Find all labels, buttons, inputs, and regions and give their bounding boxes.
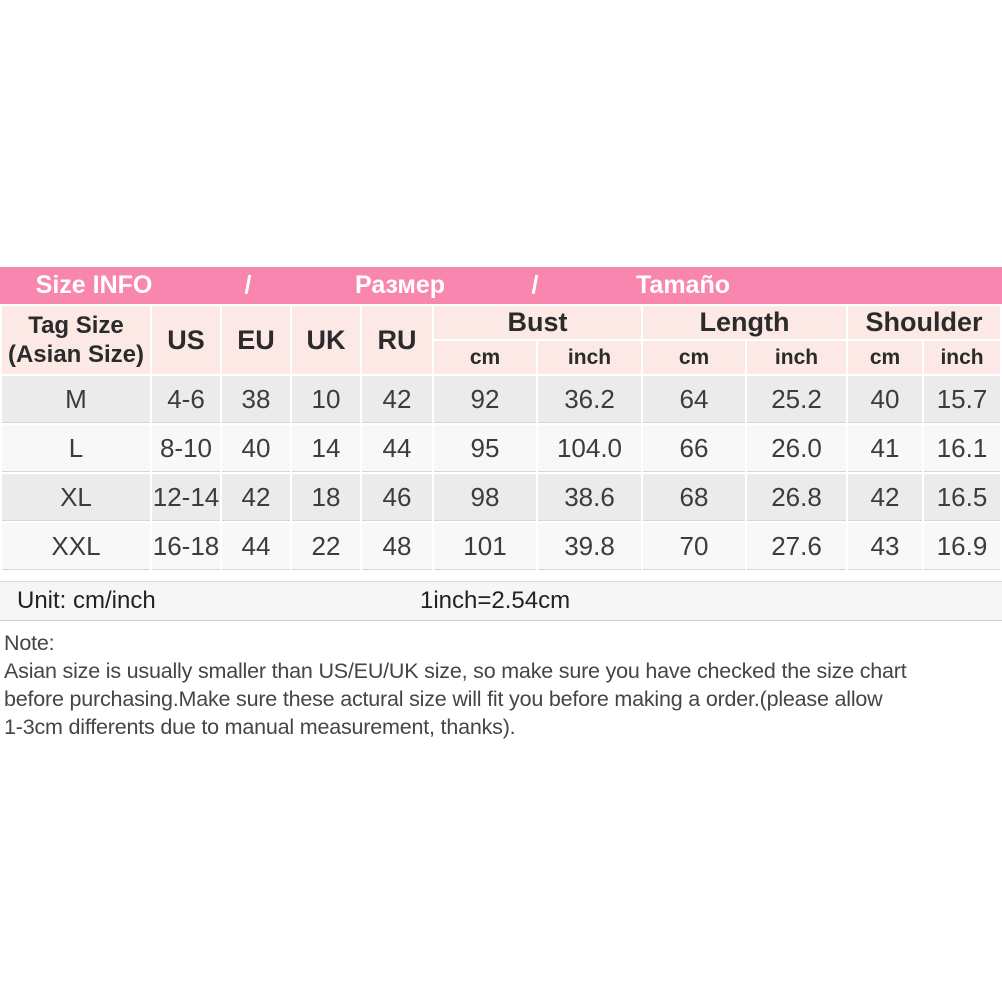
note-title: Note:: [4, 631, 55, 655]
uk-column-header: UK: [292, 306, 360, 374]
shoulder-cm-header: cm: [848, 341, 922, 374]
ru-size-cell: 46: [362, 474, 432, 521]
length-cm-cell: 64: [643, 376, 745, 423]
ru-column-header: RU: [362, 306, 432, 374]
size-chart-table: [0, 304, 1002, 572]
banner-razmer-label: Размер: [354, 271, 446, 299]
shoulder-group-header: Shoulder: [848, 306, 1000, 339]
length-inch-cell: 26.8: [747, 474, 846, 521]
shoulder-inch-cell: 16.1: [924, 425, 1000, 472]
length-inch-cell: 27.6: [747, 523, 846, 570]
size-info-banner: [0, 267, 1002, 304]
tag-size-line2: (Asian Size): [7, 341, 145, 368]
us-size-cell: 8-10: [152, 425, 220, 472]
uk-size-cell: 14: [292, 425, 360, 472]
bust-cm-cell: 95: [434, 425, 536, 472]
bust-inch-cell: 39.8: [538, 523, 641, 570]
shoulder-inch-cell: 16.5: [924, 474, 1000, 521]
unit-label: Unit: cm/inch: [17, 587, 156, 614]
uk-size-cell: 10: [292, 376, 360, 423]
tag-size-column-header: [2, 306, 150, 374]
eu-size-cell: 38: [222, 376, 290, 423]
eu-size-cell: 42: [222, 474, 290, 521]
eu-size-cell: 44: [222, 523, 290, 570]
length-inch-header: inch: [747, 341, 846, 374]
length-cm-cell: 66: [643, 425, 745, 472]
length-inch-cell: 25.2: [747, 376, 846, 423]
eu-size-cell: 40: [222, 425, 290, 472]
tag-size-cell: XXL: [2, 523, 150, 570]
unit-row: [0, 581, 1002, 621]
us-column-header: US: [152, 306, 220, 374]
tag-size-cell: L: [2, 425, 150, 472]
uk-size-cell: 18: [292, 474, 360, 521]
bust-inch-header: inch: [538, 341, 641, 374]
ru-size-cell: 44: [362, 425, 432, 472]
us-size-cell: 12-14: [152, 474, 220, 521]
banner-tamano-label: Tamaño: [636, 271, 730, 299]
ru-size-cell: 42: [362, 376, 432, 423]
us-size-cell: 16-18: [152, 523, 220, 570]
note-line: Asian size is usually smaller than US/EU/UK size, so make sure you have checked the size chart: [4, 659, 907, 683]
length-cm-header: cm: [643, 341, 745, 374]
banner-size-info-label: Size INFO: [35, 271, 153, 299]
note-block: [4, 629, 998, 741]
note-line: before purchasing.Make sure these actural size will fit you before making a order.(please allow: [4, 687, 883, 711]
uk-size-cell: 22: [292, 523, 360, 570]
size-row-xl: [2, 474, 1000, 521]
us-size-cell: 4-6: [152, 376, 220, 423]
length-cm-cell: 68: [643, 474, 745, 521]
size-row-m: [2, 376, 1000, 423]
bust-inch-cell: 104.0: [538, 425, 641, 472]
length-group-header: Length: [643, 306, 846, 339]
bust-cm-cell: 98: [434, 474, 536, 521]
size-row-xxl: [2, 523, 1000, 570]
shoulder-cm-cell: 42: [848, 474, 922, 521]
shoulder-inch-cell: 16.9: [924, 523, 1000, 570]
bust-group-header: Bust: [434, 306, 641, 339]
tag-size-cell: XL: [2, 474, 150, 521]
shoulder-cm-cell: 41: [848, 425, 922, 472]
shoulder-inch-cell: 15.7: [924, 376, 1000, 423]
shoulder-cm-cell: 43: [848, 523, 922, 570]
eu-column-header: EU: [222, 306, 290, 374]
length-inch-cell: 26.0: [747, 425, 846, 472]
shoulder-cm-cell: 40: [848, 376, 922, 423]
banner-separator-slash: /: [531, 271, 539, 299]
size-row-l: [2, 425, 1000, 472]
bust-cm-cell: 92: [434, 376, 536, 423]
shoulder-inch-header: inch: [924, 341, 1000, 374]
note-line: 1-3cm differents due to manual measurement, thanks).: [4, 715, 516, 739]
tag-size-line1: Tag Size: [28, 312, 124, 339]
tag-size-cell: M: [2, 376, 150, 423]
length-cm-cell: 70: [643, 523, 745, 570]
banner-separator-slash: /: [244, 271, 252, 299]
bust-inch-cell: 38.6: [538, 474, 641, 521]
ru-size-cell: 48: [362, 523, 432, 570]
bust-cm-header: cm: [434, 341, 536, 374]
bust-cm-cell: 101: [434, 523, 536, 570]
inch-conversion-label: 1inch=2.54cm: [420, 587, 571, 614]
bust-inch-cell: 36.2: [538, 376, 641, 423]
